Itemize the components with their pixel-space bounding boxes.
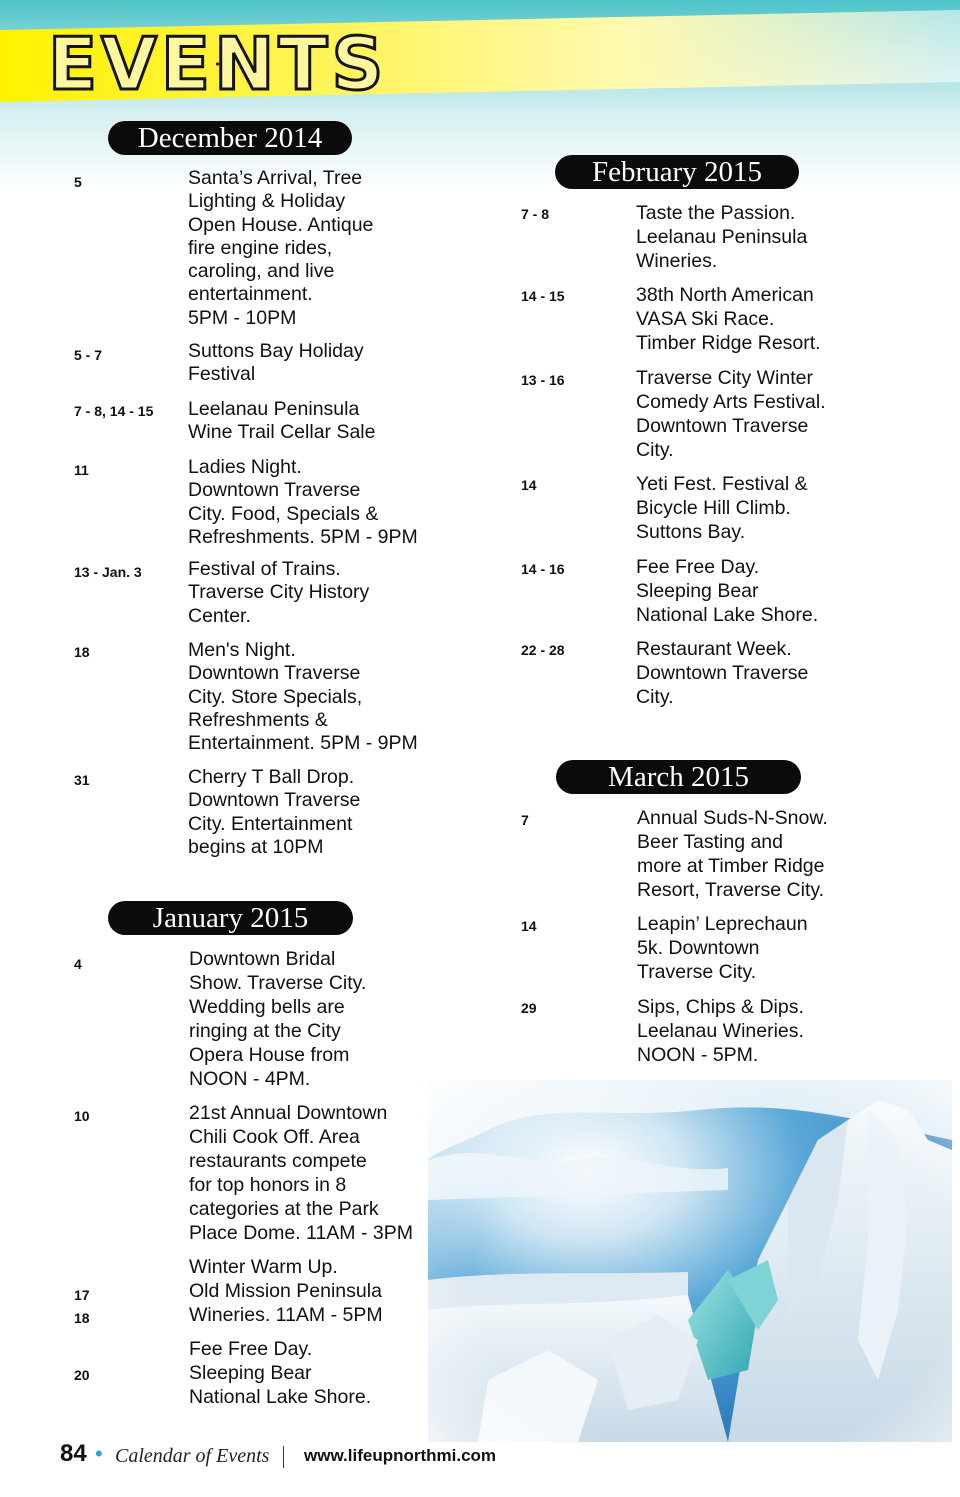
event-description: Cherry T Ball Drop. Downtown Traverse City. Entertainment begins at 10PM (188, 766, 361, 858)
event-description: Santa’s Arrival, Tree Lighting & Holiday Open House. Antique fire engine rides, caroling, and live entertainment. 5PM - 10PM (188, 167, 374, 329)
event-description: 38th North American VASA Ski Race. Timber Ridge Resort. (636, 284, 821, 354)
event-description: Leelanau Peninsula Wine Trail Cellar Sale (188, 398, 376, 444)
event-description: Winter Warm Up. Old Mission Peninsula Wineries. 11AM - 5PM (189, 1256, 383, 1326)
bullet-icon: • (95, 1441, 103, 1466)
event-date: 7 - 8, 14 - 15 (74, 403, 154, 419)
section-name: Calendar of Events (115, 1445, 270, 1467)
event-date: 13 - 16 (521, 372, 565, 388)
event-date: 14 - 15 (521, 288, 565, 304)
event-description: Ladies Night. Downtown Traverse City. Food, Specials & Refreshments. 5PM - 9PM (188, 456, 418, 548)
footer-divider (283, 1446, 284, 1468)
event-date: 10 (74, 1108, 90, 1124)
event-date: 7 (521, 812, 529, 828)
event-date: 5 (74, 174, 82, 190)
event-description: Leapin’ Leprechaun 5k. Downtown Traverse City. (637, 913, 808, 983)
event-description: Men's Night. Downtown Traverse City. Store Specials, Refreshments & Entertainment. 5PM - 9PM (188, 639, 418, 755)
event-description: Festival of Trains. Traverse City History Center. (188, 558, 370, 627)
event-date: 13 - Jan. 3 (74, 564, 142, 580)
month-heading-march: March 2015 (556, 760, 801, 794)
website-link[interactable]: www.lifeupnorthmi.com (304, 1446, 497, 1465)
event-date: 17 18 (74, 1287, 90, 1326)
event-description: Taste the Passion. Leelanau Peninsula Wineries. (636, 202, 808, 272)
ice-shore-photo (428, 1080, 952, 1442)
event-description: Sips, Chips & Dips. Leelanau Wineries. NOON - 5PM. (637, 996, 804, 1066)
event-date: 20 (74, 1367, 90, 1383)
event-date: 14 (521, 918, 537, 934)
event-date: 14 (521, 477, 537, 493)
month-heading-february: February 2015 (555, 155, 799, 189)
event-description: Downtown Bridal Show. Traverse City. Wedding bells are ringing at the City Opera House from NOON - 4PM. (189, 948, 367, 1090)
event-description: Traverse City Winter Comedy Arts Festival. Downtown Traverse City. (636, 367, 826, 461)
event-date: 31 (74, 772, 90, 788)
event-date: 5 - 7 (74, 347, 103, 363)
event-description: Annual Suds-N-Snow. Beer Tasting and more at Timber Ridge Resort, Traverse City. (637, 807, 828, 901)
month-heading-january: January 2015 (108, 901, 353, 935)
event-description: Restaurant Week. Downtown Traverse City. (636, 638, 809, 708)
event-description: Yeti Fest. Festival & Bicycle Hill Climb. Suttons Bay. (636, 473, 808, 543)
event-description: Fee Free Day. Sleeping Bear National Lake Shore. (189, 1338, 372, 1408)
event-date: 22 - 28 (521, 642, 565, 658)
event-description: Suttons Bay Holiday Festival (188, 340, 364, 386)
event-date: 4 (74, 956, 82, 972)
event-date: 7 - 8 (521, 206, 550, 222)
page-number: 84 (60, 1440, 87, 1467)
month-heading-december: December 2014 (108, 121, 352, 155)
ice-shore-illustration (428, 1080, 952, 1442)
event-date: 11 (74, 462, 89, 478)
event-description: Fee Free Day. Sleeping Bear National Lake Shore. (636, 556, 819, 626)
event-description: 21st Annual Downtown Chili Cook Off. Area restaurants compete for top honors in 8 categories at the Park Place Dome. 11AM - 3PM (189, 1102, 413, 1244)
event-date: 14 - 16 (521, 561, 565, 577)
event-date: 18 (74, 644, 90, 660)
event-date: 29 (521, 1000, 537, 1016)
page-title: EVENTS (48, 22, 388, 106)
